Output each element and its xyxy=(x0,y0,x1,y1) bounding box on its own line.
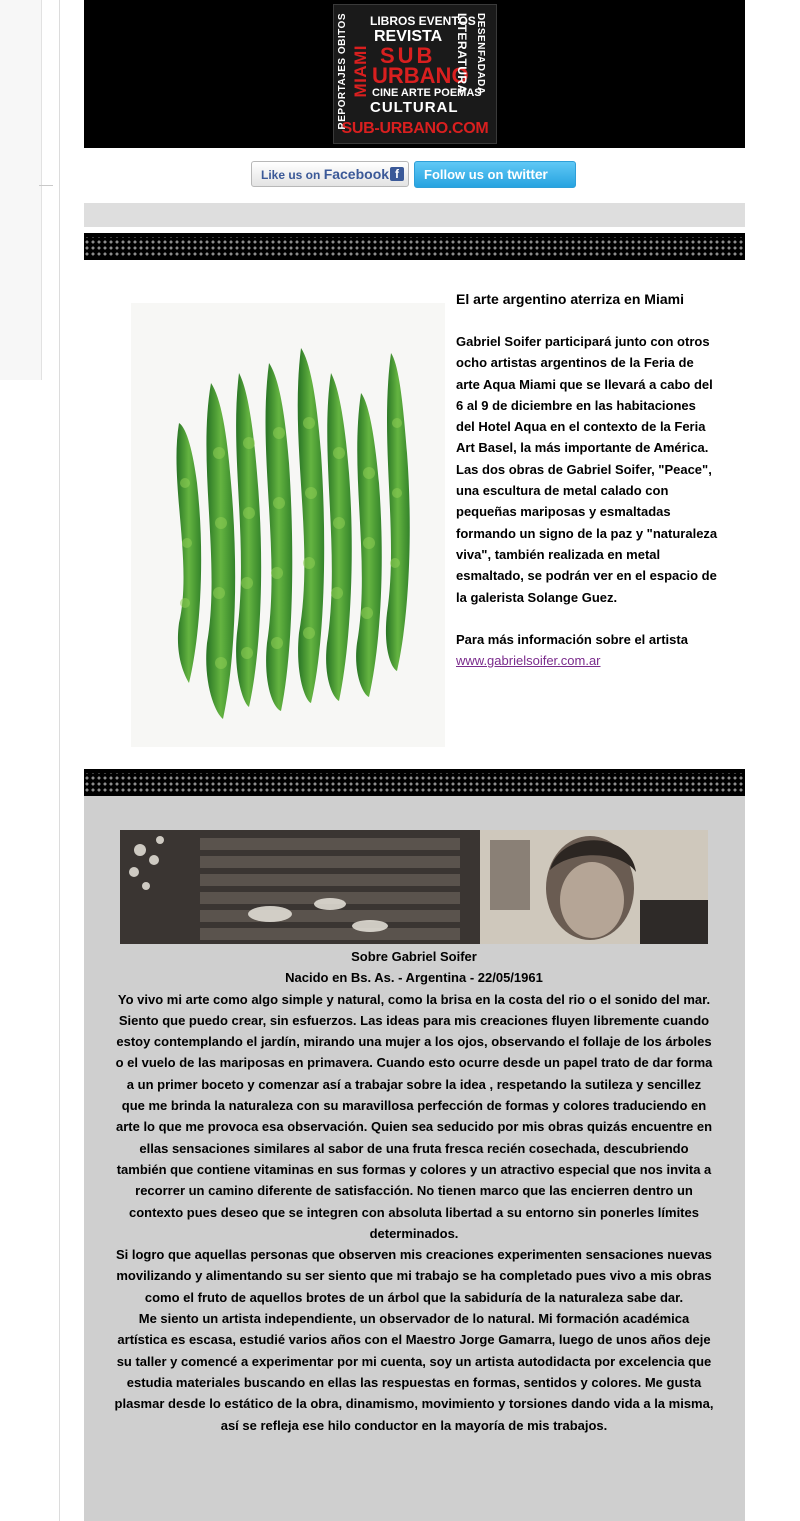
bio-paragraph-4: Me siento un artista independiente, un observador de lo natural. Mi formación académica artística es escasa, estudié varios años con el Maestro Jorge Gamarra, luego de unos años deje su taller y comencé a experimentar por mi cuenta, soy un artista autodidacta por excelencia que estudia materiales buscando en ellas las respuestas en formas, sentidos y colores. Me gusta plasmar desde lo estático de la obra, dinamismo, movimiento y torsiones dando vida a la misma, así se refleja ese hilo conductor en la mayoría de mis trabajos. xyxy=(114,1311,714,1433)
facebook-prefix: Like us on xyxy=(261,168,321,182)
logo-word-revista: REVISTA xyxy=(374,28,443,45)
logo-word-cine-arte-poemas: CINE ARTE POEMAS xyxy=(372,87,482,99)
dotted-divider-bottom xyxy=(84,769,745,796)
bio-paragraph-2: Siento que puedo crear, sin esfuerzos. Las ideas para mis creaciones fluyen libremente cuando estoy contemplando el jardín, mirando una mujer a los ojos, observando el follaje de los árboles o el vuelo de las mariposas en primavera. Cuando esto ocurre desde un papel trato de dar forma a un primer boceto y comenzar así a trabajar sobre la idea , respetando la sutileza y sencillez que me brinda la naturaleza con su maravillosa perfección de formas y colores traduciendo en arte lo que me provoca esa observación. Quien sea seducido por mis obras quizás encuentre en ellas sensaciones similares al sabor de una fruta fresca recién cosechada, descubriendo también que contiene vitaminas en sus formas y colores y un atractivo especial que nos invita a recorrer un camino diferente de satisfacción. No tienen marco que las encierren dentro un contexto pues deseo que se integren con absoluta libertad a su entorno sin ponerles límites determinados. xyxy=(115,1012,713,1241)
social-buttons xyxy=(84,160,745,190)
artwork-image[interactable] xyxy=(131,303,445,747)
right-sidebar xyxy=(745,0,800,1521)
logo-word-urbano: URBANO xyxy=(372,63,469,88)
bio-heading: Sobre Gabriel Soifer xyxy=(351,949,477,964)
left-border xyxy=(59,0,60,1521)
artist-website-link[interactable]: www.gabrielsoifer.com.ar xyxy=(456,653,601,669)
facebook-word: Facebook xyxy=(323,166,390,182)
newsletter-header xyxy=(84,0,745,148)
green-sculpture-illustration xyxy=(131,303,445,747)
facebook-like-button[interactable] xyxy=(251,161,409,187)
article-title: El arte argentino aterriza en Miami xyxy=(456,291,684,307)
logo-word-literatura: LITERATURA xyxy=(455,13,469,94)
sub-urbano-logo[interactable] xyxy=(333,4,497,144)
twitter-word: twitter xyxy=(507,166,548,182)
gray-divider xyxy=(84,203,745,227)
left-sidebar xyxy=(0,0,60,1521)
logo-word-libros-eventos: LIBROS EVENTOS xyxy=(370,14,476,28)
twitter-prefix: Follow us on xyxy=(424,167,504,182)
logo-url: SUB-URBANO.COM xyxy=(341,120,489,137)
article-body xyxy=(456,331,718,671)
dotted-divider-top xyxy=(84,233,745,260)
logo-word-miami: MIAMI xyxy=(351,45,370,98)
article-section xyxy=(84,261,745,768)
article-link-row xyxy=(456,650,718,671)
bio-text xyxy=(114,946,714,1436)
logo-word-reportajes: REPORTAJES OBITOS xyxy=(337,13,348,130)
bio-section xyxy=(84,796,745,1521)
left-sidebar-panel xyxy=(0,0,42,380)
artist-photo[interactable] xyxy=(120,830,708,944)
article-more-info: Para más información sobre el artista xyxy=(456,631,688,647)
bio-born: Nacido en Bs. As. - Argentina - 22/05/1961 xyxy=(285,970,543,986)
artist-studio-photo-illustration xyxy=(120,830,708,944)
bio-paragraph-1: Yo vivo mi arte como algo simple y natural, como la brisa en la costa del rio o el sonido del mar. xyxy=(117,991,711,1007)
logo-word-cultural: CULTURAL xyxy=(370,99,459,116)
left-sidebar-divider xyxy=(39,185,53,186)
logo-word-desenfadada: DESENFADADA xyxy=(475,13,486,95)
facebook-icon: f xyxy=(390,167,404,181)
bio-paragraph-3: Si logro que aquellas personas que observen mis creaciones experimenten sensaciones nuevas movilizando y alimentando su ser siento que mi trabajo se ha completado pues vivo a mis obras como el fruto de aquellos brotes de un árbol que la sabiduría de la naturaleza sabe dar. xyxy=(115,1247,713,1305)
article-paragraph: Gabriel Soifer participará junto con otros ocho artistas argentinos de la Feria de arte Aqua Miami que se llevará a cabo del 6 al 9 de diciembre en las habitaciones del Hotel Aqua en el contexto de la Feria Art Basel, la más importante de América. Las dos obras de Gabriel Soifer, "Peace", una escultura de metal calado con pequeñas mariposas y esmaltadas formando un signo de la paz y "naturaleza viva", también realizada en metal esmaltado, se podrán ver en el espacio de la galerista Solange Guez. xyxy=(456,334,718,605)
twitter-follow-button[interactable] xyxy=(414,161,576,188)
logo-word-sub: SUB xyxy=(380,43,436,68)
